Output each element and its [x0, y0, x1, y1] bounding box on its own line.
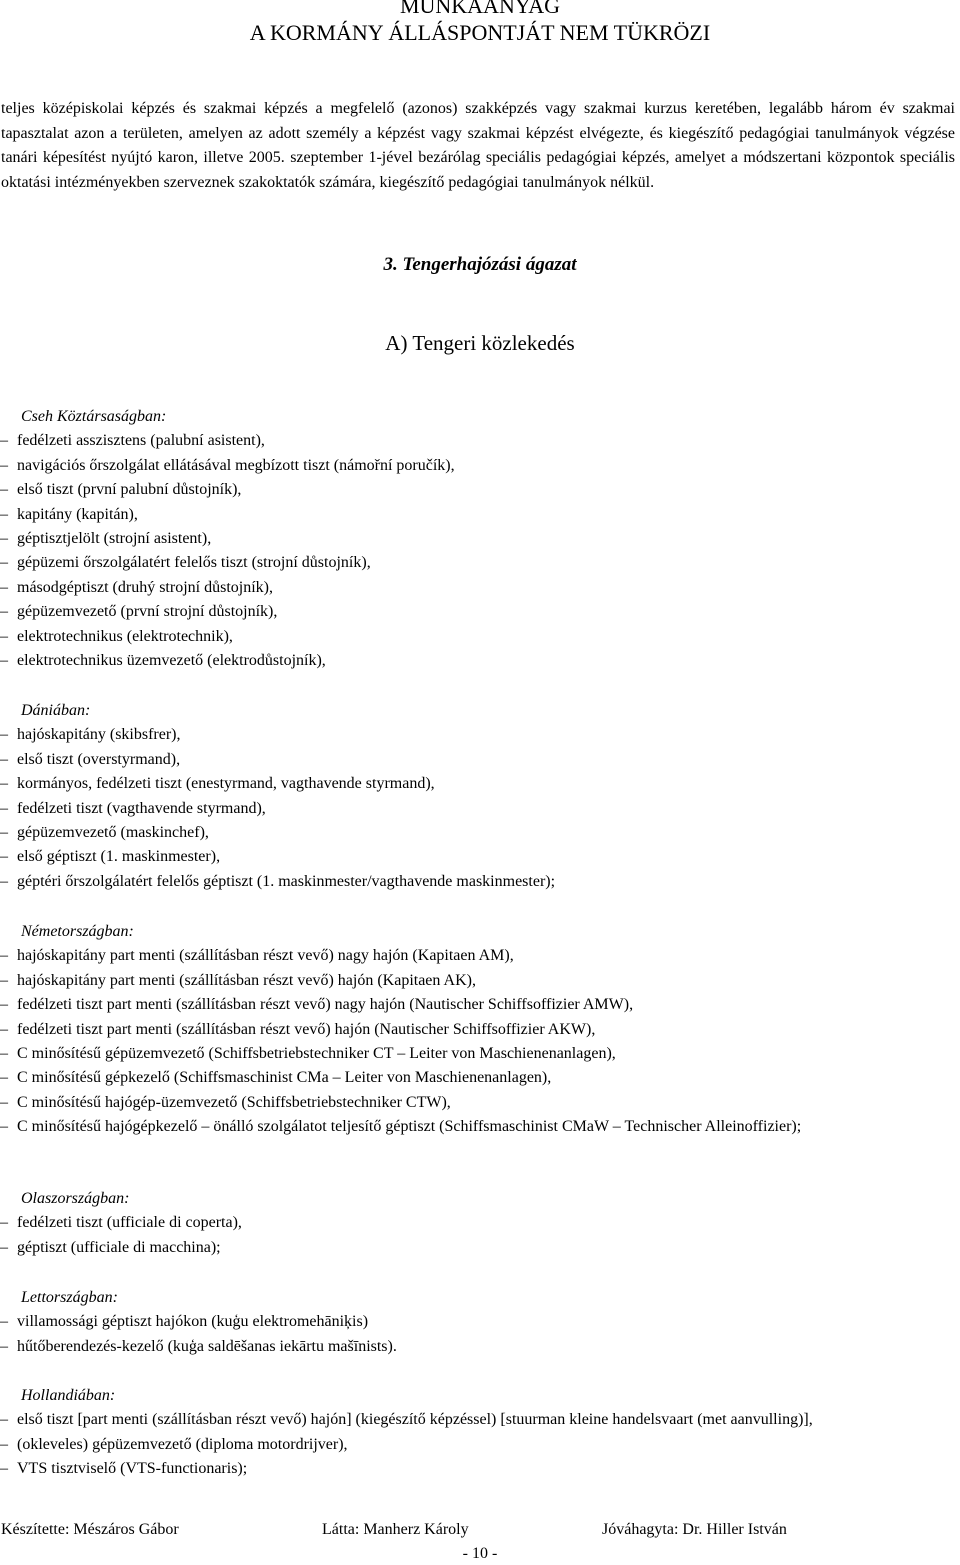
list-item-text: villamossági géptiszt hajókon (kuģu elektromehāniķis) — [17, 1313, 369, 1331]
list-item — [0, 870, 958, 894]
list-item — [0, 1066, 958, 1090]
list-item-text: VTS tisztviselő (VTS-functionaris); — [17, 1460, 248, 1478]
dash-marker: – — [0, 750, 8, 768]
country-heading: Lettországban: — [21, 1289, 118, 1306]
occupation-list — [0, 1211, 958, 1260]
list-item-text: első géptiszt (1. maskinmester), — [17, 848, 221, 866]
list-item — [0, 772, 958, 796]
footer-prepared-by: Készítette: Mészáros Gábor — [1, 1521, 179, 1538]
intro-text: teljes középiskolai képzés és szakmai képzés a megfelelő (azonos) szakképzés vagy szakmai kurzus keretében, legalább három év szakmai tapasztalat azon a területen, amelyen az adott személy a képzést vagy szakmai képzést elvégezte, és kiegészítő pedagógiai tanulmányok végzése tanári képesítést nyújtó karon, illetve 2005. szeptember 1-jével bezárólag speciális pedagógiai képzés, amelyet a módszertani központok speciális oktatási intézményekben szerveznek szakoktatók számára, kiegészítő pedagógiai tanulmányok nélkül. — [1, 100, 955, 191]
dash-marker: – — [0, 432, 8, 450]
list-item-text: gépüzemvezető (maskinchef), — [17, 824, 209, 842]
list-item — [0, 969, 958, 993]
list-item — [0, 993, 958, 1017]
dash-marker: – — [0, 824, 8, 842]
list-item — [0, 797, 958, 821]
list-item-text: C minősítésű hajógép-üzemvezető (Schiffsbetriebstechniker CTW), — [17, 1093, 451, 1111]
dash-marker: – — [0, 1337, 8, 1355]
country-heading: Németországban: — [21, 923, 134, 940]
dash-marker: – — [0, 971, 8, 989]
list-item — [0, 576, 958, 600]
list-item — [0, 1042, 958, 1066]
document-footer — [0, 1518, 960, 1542]
dash-marker: – — [0, 652, 8, 670]
dash-marker: – — [0, 1214, 8, 1232]
dash-marker: – — [0, 872, 8, 890]
list-item-text: (okleveles) gépüzemvezető (diploma motordrijver), — [17, 1435, 348, 1453]
subsection-title: A) Tengeri közlekedés — [385, 331, 575, 355]
country-block-latvia — [0, 1286, 958, 1359]
list-item-text: első tiszt (overstyrmand), — [17, 750, 181, 768]
list-item — [0, 600, 958, 624]
list-item-text: elektrotechnikus (elektrotechnik), — [17, 627, 233, 645]
list-item — [0, 551, 958, 575]
dash-marker: – — [0, 775, 8, 793]
list-item — [0, 748, 958, 772]
list-item — [0, 478, 958, 502]
list-item — [0, 527, 958, 551]
list-item-text: fedélzeti tiszt part menti (szállításban részt vevő) nagy hajón (Nautischer Schiffsoffizier AMW), — [17, 996, 634, 1014]
dash-marker: – — [0, 799, 8, 817]
country-block-germany — [0, 920, 958, 1140]
country-heading: Dániában: — [21, 702, 91, 719]
list-item-text: elektrotechnikus üzemvezető (elektrodůstojník), — [17, 652, 326, 670]
list-item — [0, 944, 958, 968]
list-item — [0, 1335, 958, 1359]
list-item-text: navigációs őrszolgálat ellátásával megbízott tiszt (námořní poručík), — [17, 456, 455, 474]
occupation-list — [0, 723, 958, 894]
list-item-text: hajóskapitány (skibsfrer), — [17, 726, 181, 744]
occupation-list — [0, 1310, 958, 1359]
list-item-text: C minősítésű hajógépkezelő – önálló szolgálatot teljesítő géptiszt (Schiffsmaschinist CMaW – Technischer Alleinoffizier); — [17, 1118, 802, 1136]
dash-marker: – — [0, 1411, 8, 1429]
list-item-text: másodgéptiszt (druhý strojní důstojník), — [17, 578, 273, 596]
list-item-text: géptiszt (ufficiale di macchina); — [17, 1238, 221, 1256]
dash-marker: – — [0, 1435, 8, 1453]
list-item-text: fedélzeti asszisztens (palubní asistent), — [17, 432, 265, 450]
country-block-netherlands — [0, 1384, 958, 1482]
dash-marker: – — [0, 578, 8, 596]
list-item — [0, 821, 958, 845]
list-item — [0, 625, 958, 649]
dash-marker: – — [0, 554, 8, 572]
list-item — [0, 1236, 958, 1260]
list-item-text: gépüzemvezető (první strojní důstojník), — [17, 603, 278, 621]
list-item-text: gépüzemi őrszolgálatért felelős tiszt (strojní důstojník), — [17, 554, 371, 572]
dash-marker: – — [0, 603, 8, 621]
list-item — [0, 429, 958, 453]
document-header — [0, 0, 960, 46]
dash-marker: – — [0, 1238, 8, 1256]
occupation-list — [0, 429, 958, 673]
list-item-text: géptéri őrszolgálatért felelős géptiszt (1. maskinmester/vagthavende maskinmester); — [17, 872, 556, 890]
dash-marker: – — [0, 627, 8, 645]
dash-marker: – — [0, 1093, 8, 1111]
country-heading: Olaszországban: — [21, 1190, 130, 1207]
list-item-text: kapitány (kapitán), — [17, 505, 138, 523]
footer-approved-by: Jóváhagyta: Dr. Hiller István — [602, 1521, 787, 1538]
list-item-text: fedélzeti tiszt part menti (szállításban részt vevő) hajón (Nautischer Schiffsoffizier AKW), — [17, 1020, 596, 1038]
list-item — [0, 1018, 958, 1042]
intro-paragraph — [1, 97, 955, 195]
list-item — [0, 723, 958, 747]
header-watermark-line2: A KORMÁNY ÁLLÁSPONTJÁT NEM TÜKRÖZI — [249, 20, 711, 45]
country-block-italy — [0, 1187, 958, 1260]
dash-marker: – — [0, 726, 8, 744]
dash-marker: – — [0, 1460, 8, 1478]
list-item-text: fedélzeti tiszt (ufficiale di coperta), — [17, 1214, 242, 1232]
country-heading: Cseh Köztársaságban: — [21, 408, 167, 425]
occupation-list — [0, 1408, 958, 1481]
list-item — [0, 454, 958, 478]
list-item-text: C minősítésű gépüzemvezető (Schiffsbetriebstechniker CT – Leiter von Maschienenanlagen), — [17, 1045, 616, 1063]
country-block-denmark — [0, 699, 958, 894]
dash-marker: – — [0, 481, 8, 499]
dash-marker: – — [0, 996, 8, 1014]
section-title: 3. Tengerhajózási ágazat — [383, 254, 577, 275]
list-item — [0, 845, 958, 869]
list-item — [0, 1091, 958, 1115]
list-item-text: hajóskapitány part menti (szállításban részt vevő) hajón (Kapitaen AK), — [17, 971, 476, 989]
list-item-text: első tiszt [part menti (szállításban részt vevő) hajón] (kiegészítő képzéssel) [stuurman kleine handelsvaart (met aanvulling)], — [17, 1411, 813, 1429]
dash-marker: – — [0, 947, 8, 965]
dash-marker: – — [0, 530, 8, 548]
header-watermark-line1: MUNKAANYAG — [399, 0, 561, 18]
list-item-text: első tiszt (první palubní důstojník), — [17, 481, 242, 499]
list-item-text: C minősítésű gépkezelő (Schiffsmaschinist CMa – Leiter von Maschienenanlagen), — [17, 1069, 552, 1087]
occupation-list — [0, 944, 958, 1139]
country-heading: Hollandiában: — [21, 1387, 116, 1404]
list-item — [0, 649, 958, 673]
list-item — [0, 1408, 958, 1432]
country-block-czech — [0, 405, 958, 673]
page-number: - 10 - — [462, 1545, 498, 1562]
dash-marker: – — [0, 1118, 8, 1136]
footer-seen-by: Látta: Manherz Károly — [322, 1521, 469, 1538]
list-item — [0, 1211, 958, 1235]
list-item-text: géptisztjelölt (strojní asistent), — [17, 530, 212, 548]
dash-marker: – — [0, 456, 8, 474]
dash-marker: – — [0, 1313, 8, 1331]
list-item — [0, 1310, 958, 1334]
list-item — [0, 1115, 958, 1139]
list-item — [0, 1433, 958, 1457]
list-item — [0, 503, 958, 527]
list-item-text: hűtőberendezés-kezelő (kuģa saldēšanas iekārtu mašīnists). — [17, 1337, 397, 1355]
dash-marker: – — [0, 848, 8, 866]
list-item — [0, 1457, 958, 1481]
dash-marker: – — [0, 1069, 8, 1087]
dash-marker: – — [0, 1045, 8, 1063]
list-item-text: hajóskapitány part menti (szállításban részt vevő) nagy hajón (Kapitaen AM), — [17, 947, 514, 965]
list-item-text: fedélzeti tiszt (vagthavende styrmand), — [17, 799, 266, 817]
dash-marker: – — [0, 1020, 8, 1038]
dash-marker: – — [0, 505, 8, 523]
list-item-text: kormányos, fedélzeti tiszt (enestyrmand, vagthavende styrmand), — [17, 775, 435, 793]
